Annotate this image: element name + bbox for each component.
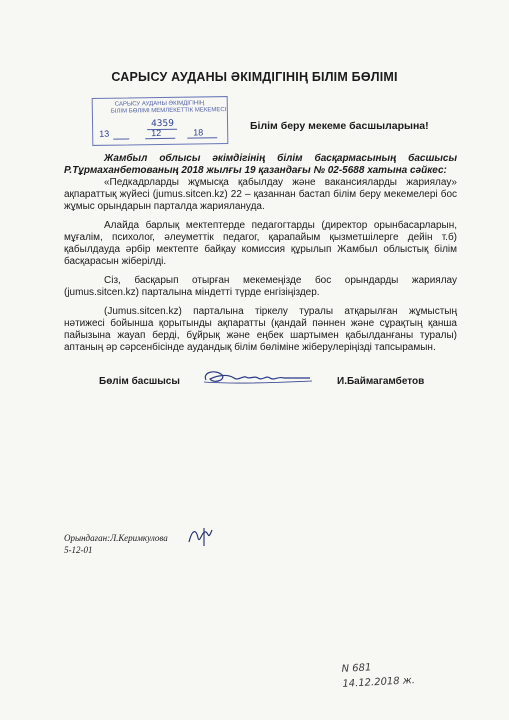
executor-phone: 5-12-01 bbox=[64, 545, 93, 555]
stamp-year-underline bbox=[187, 137, 217, 138]
letter-paragraph-4: (Jumus.sitcen.kz) парталына тіркелу туралы атқарылған жұмыстың нәтижесі бойынша қорытынды ақпаратты (қандай пәннен және сұрақтың қанша пайызына жауап берді, бұйрық және еңбек шартымен қабылданғаны туралы) аптаның әр сәрсенбісінде аудандық білім бөліміне жіберулеріңізді тапсырамын. bbox=[64, 306, 457, 353]
stamp-month: 12 bbox=[151, 127, 162, 139]
signatory-name: И.Баймагамбетов bbox=[337, 376, 425, 387]
letter-reference: Жамбыл облысы әкімдігінің білім басқармасының басшысы Р.Тұрмаханбетованың 2018 жылғы 19 қазандағы № 02-5688 хатына сәйкес: bbox=[64, 153, 457, 176]
signatory-title: Бөлім басшысы bbox=[99, 376, 180, 387]
stamp-day: 13 bbox=[99, 128, 110, 139]
handwritten-signature bbox=[200, 366, 320, 388]
page-title: САРЫСУ АУДАНЫ ӘКІМДІГІНІҢ БІЛІМ БӨЛІМІ bbox=[111, 70, 398, 84]
registration-stamp bbox=[92, 96, 229, 146]
letter-body bbox=[64, 153, 457, 354]
letter-paragraph-2: Алайда барлық мектептерде педагогтарды (директор орынбасарларын, мұғалім, психолог, әлеуметтік педагог, қарапайым қызметшілерге дейін т.б) қабылдауда әрбір мектепте байқау комиссия құрылып Жамбыл облыстық білім басқарасын жіберілді. bbox=[64, 220, 457, 267]
stamp-month-underline bbox=[145, 138, 175, 139]
stamp-year: 18 bbox=[193, 127, 204, 138]
executor-info bbox=[64, 532, 168, 556]
handwritten-number: N 681 bbox=[341, 662, 372, 675]
stamp-line-1: САРЫСУ АУДАНЫ ӘКІМДІГІНІҢ bbox=[114, 100, 205, 108]
handwritten-registration-note bbox=[341, 658, 415, 692]
stamp-day-underline bbox=[113, 138, 129, 139]
executor-signature bbox=[186, 524, 216, 548]
handwritten-date: 14.12.2018 ж. bbox=[342, 675, 416, 690]
letter-paragraph-3: Сіз, басқарып отырған мекемеңізде бос орындарды жариялау (jumus.sitcen.kz) парталына міндетті түрде енгізіңіздер. bbox=[64, 275, 457, 298]
stamp-line-2: БІЛІМ БӨЛІМІ МЕМЛЕКЕТТІК МЕКЕМЕСІ bbox=[110, 107, 227, 115]
stamp-number: 4359 bbox=[150, 118, 175, 130]
executor-name: Орындаған:Л.Керимкулова bbox=[64, 533, 168, 543]
addressee: Білім беру мекеме басшыларына! bbox=[250, 120, 429, 132]
letter-paragraph-1: «Педкадрларды жұмысқа қабылдау және вакансияларды жариялау» ақпараттық жүйесі (jumus.sitcen.kz) 22 – қазаннан бастап білім беру мекемелері бос жұмыс орындарын парталда жариялануда. bbox=[64, 177, 457, 212]
